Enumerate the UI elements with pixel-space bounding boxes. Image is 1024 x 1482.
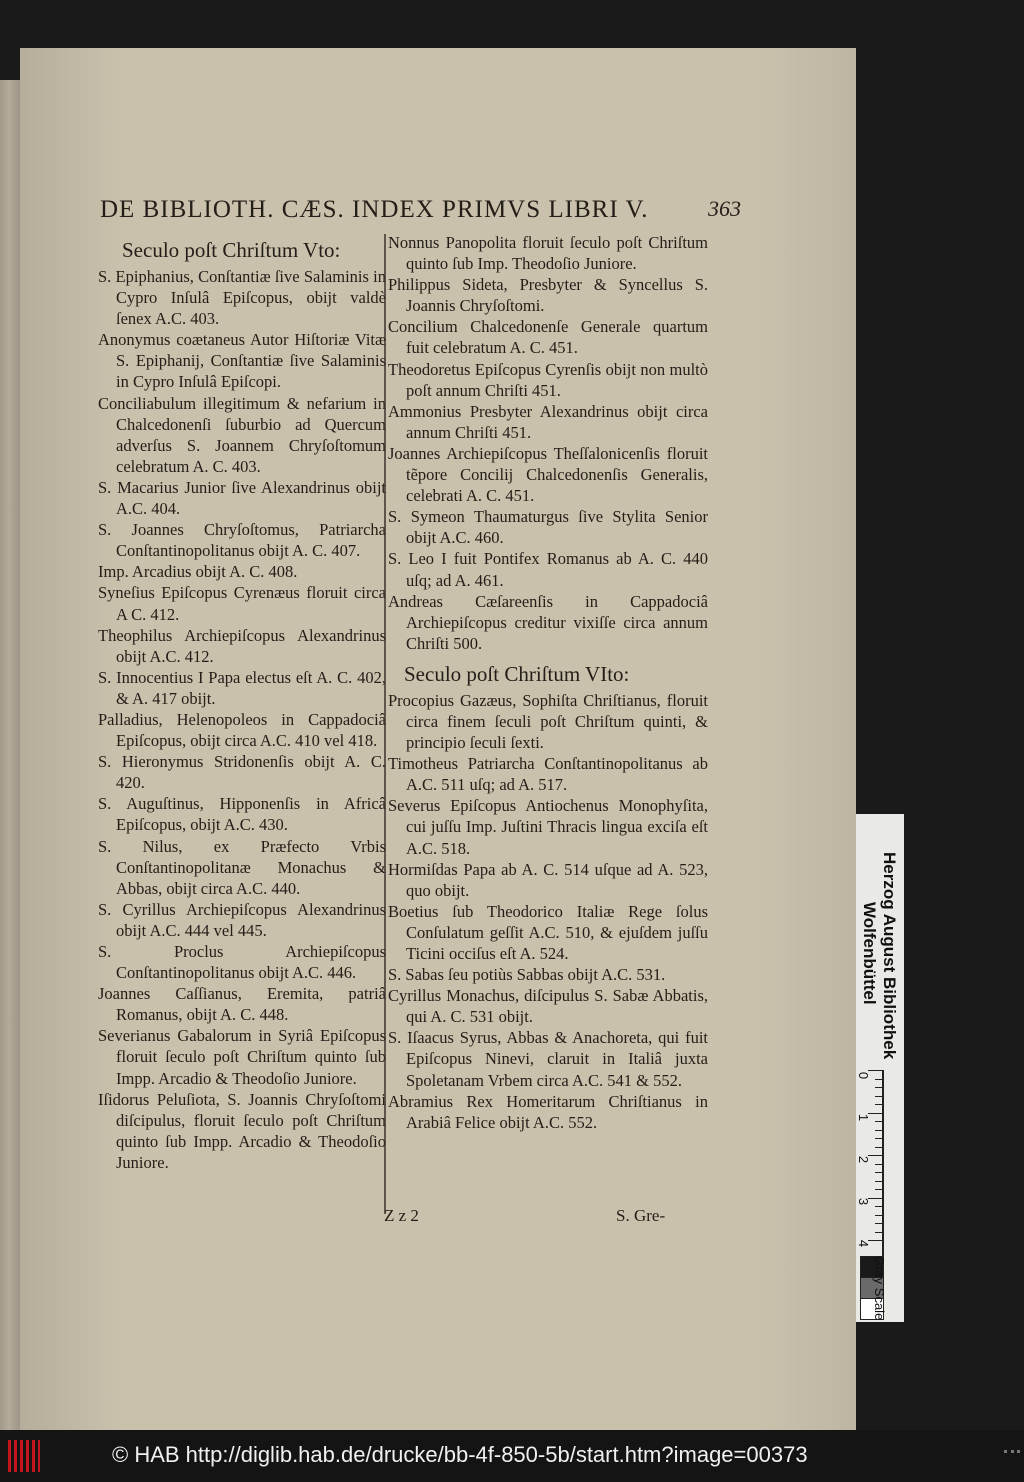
ruler-tick [875, 1189, 882, 1190]
index-entry: S. Sabas ſeu potiùs Sabbas obijt A.C. 531. [388, 965, 666, 985]
ruler-tick [875, 1104, 882, 1105]
ruler-tick [875, 1215, 882, 1216]
index-entry: S. Innocentius I Papa electus eſt A. C. 402, & A. 417 obijt. [98, 667, 386, 708]
ruler-label: 2 [856, 1155, 872, 1164]
index-entry: Imp. Arcadius obijt A. C. 408. [98, 562, 298, 582]
ruler-tick [875, 1096, 882, 1097]
section-heading: Seculo poſt Chriſtum Vto: [122, 238, 341, 262]
index-entry: S. Auguſtinus, Hipponenſis in Africâ Epiſcopus, obijt A.C. 430. [98, 794, 386, 835]
ruler-tick [875, 1206, 882, 1207]
left-column [98, 236, 386, 1173]
index-entry: Syneſius Epiſcopus Cyrenæus floruit circa A C. 412. [98, 583, 386, 624]
index-entry: Ammonius Presbyter Alexandrinus obijt circa annum Chriſti 451. [388, 401, 708, 442]
gray-scale-label: Gray Scale [872, 1256, 887, 1321]
ruler-tick [875, 1232, 882, 1233]
left-entry-list [98, 266, 386, 1173]
index-entry: S. Leo I fuit Pontifex Romanus ab A. C. 440 uſq; ad A. 461. [388, 549, 708, 590]
ruler-tick [875, 1172, 882, 1173]
index-entry: Iſidorus Peluſiota, S. Joannis Chryſoſtomi diſcipulus, floruit ſeculo poſt Chriſtum quinto ſub Impp. Arcadio & Theodoſio Juniore. [98, 1089, 386, 1172]
ruler-tick [875, 1079, 882, 1080]
signature-mark: Z z 2 [384, 1206, 419, 1225]
index-entry: Conciliabulum illegitimum & nefarium in Chalcedonenſi ſuburbio ad Quercum adverſus S. Joannem Chryſoſtomum celebratum A. C. 403. [98, 393, 386, 476]
running-head: DE BIBLIOTH. CÆS. INDEX PRIMVS LIBRI V. [100, 196, 649, 223]
index-entry: S. Joannes Chryſoſtomus, Patriarcha Conſtantinopolitanus obijt A. C. 407. [98, 520, 386, 561]
index-entry: Nonnus Panopolita floruit ſeculo poſt Chriſtum quinto ſub Imp. Theodoſio Juniore. [388, 233, 708, 274]
scale-ruler [856, 1070, 884, 1260]
index-entry: S. Proclus Archiepiſcopus Conſtantinopolitanus obijt A.C. 446. [98, 942, 386, 983]
index-entry: Abramius Rex Homeritarum Chriſtianus in Arabiâ Felice obijt A.C. 552. [388, 1091, 708, 1132]
index-entry: Theophilus Archiepiſcopus Alexandrinus obijt A.C. 412. [98, 625, 386, 666]
index-entry: Concilium Chalcedonenſe Generale quartum fuit celebratum A. C. 451. [388, 317, 708, 358]
index-entry: S. Macarius Junior ſive Alexandrinus obijt A.C. 404. [98, 477, 386, 519]
index-entry: Theodoretus Epiſcopus Cyrenſis obijt non multò poſt annum Chriſti 451. [388, 359, 708, 400]
index-entry: Philippus Sideta, Presbyter & Syncellus S. Joannis Chryſoſtomi. [388, 275, 708, 316]
index-entry: Anonymus coætaneus Autor Hiſtoriæ Vitæ S. Epiphanij, Conſtantiæ ſive Salaminis in Cypro Inſulâ Epiſcopi. [98, 330, 386, 392]
index-entry: Joannes Caſſianus, Eremita, patriâ Romanus, obijt A. C. 448. [98, 984, 386, 1025]
index-entry: Timotheus Patriarcha Conſtantinopolitanus ab A.C. 511 uſq; ad A. 517. [388, 754, 708, 795]
page-number: 363 [708, 196, 741, 221]
ruler-tick [875, 1121, 882, 1122]
index-entry: S. Iſaacus Syrus, Abbas & Anachoreta, qui fuit Epiſcopus Ninevi, claruit in Italiâ juxta Spoletanam Vrbem circa A.C. 541 & 552. [388, 1028, 708, 1090]
index-entry: Severianus Gabalorum in Syriâ Epiſcopus floruit ſeculo poſt Chriſtum quinto ſub Impp. Arcadio & Theodoſio Juniore. [98, 1026, 386, 1088]
hab-logo-icon [8, 1440, 40, 1472]
ruler-label: 0 [856, 1071, 872, 1080]
corner-dots-icon [1004, 1450, 1020, 1457]
section-heading-2: Seculo poſt Chriſtum VIto: [404, 661, 630, 686]
index-entry: Joannes Archiepiſcopus Theſſalonicenſis floruit tẽpore Concilij Chalcedonenſis Generalis, celebrati A. C. 451. [388, 443, 708, 506]
library-label [859, 852, 901, 1072]
right-entry-list [388, 232, 708, 654]
index-entry: S. Cyrillus Archiepiſcopus Alexandrinus obijt A.C. 444 vel 445. [98, 899, 386, 940]
index-entry: Hormiſdas Papa ab A. C. 514 uſque ad A. 523, quo obijt. [388, 859, 708, 900]
ruler-label: 4 [856, 1239, 872, 1248]
copyright-link[interactable]: © HAB http://diglib.hab.de/drucke/bb-4f-850-5b/start.htm?image=00373 [112, 1442, 808, 1467]
right-entry-list-2 [388, 690, 708, 1133]
ruler-tick [875, 1130, 882, 1131]
column-divider [384, 234, 386, 1214]
index-entry: S. Nilus, ex Præfecto Vrbis Conſtantinopolitanæ Monachus & Abbas, obijt circa A.C. 440. [98, 836, 386, 898]
right-column [388, 232, 708, 1133]
index-entry: Boetius ſub Theodorico Italiæ Rege ſolus Conſulatum geſſit A.C. 510, & ejuſdem juſſu Ticini occiſus eſt A. 524. [388, 901, 708, 963]
ruler-tick [875, 1223, 882, 1224]
index-entry: S. Epiphanius, Conſtantiæ ſive Salaminis in Cypro Inſulâ Epiſcopus, obijt valdè ſenex A.C. 403. [98, 267, 386, 329]
index-entry: Procopius Gazæus, Sophiſta Chriſtianus, floruit circa finem ſeculi poſt Chriſtum quinti, & principio ſeculi ſexti. [388, 690, 708, 753]
index-entry: Palladius, Helenopoleos in Cappadociâ Epiſcopus, obijt circa A.C. 410 vel 418. [98, 709, 386, 751]
ruler-tick [875, 1147, 882, 1148]
catchword: S. Gre- [616, 1206, 666, 1225]
ruler-label: 3 [856, 1197, 872, 1206]
ruler-tick [875, 1181, 882, 1182]
ruler-tick [875, 1087, 882, 1088]
ruler-tick [875, 1138, 882, 1139]
index-entry: Cyrillus Monachus, diſcipulus S. Sabæ Abbatis, qui A. C. 531 obijt. [388, 986, 708, 1027]
index-entry: S. Hieronymus Stridonenſis obijt A. C. 420. [98, 752, 386, 793]
ruler-tick [868, 1070, 882, 1071]
library-city: Wolfenbüttel [860, 902, 879, 1005]
library-name: Herzog August Bibliothek [880, 852, 899, 1060]
index-entry: Andreas Cæſareenſis in Cappadociâ Archiepiſcopus creditur vixiſſe circa annum Chriſti 500. [388, 591, 708, 653]
ruler-label: 1 [856, 1113, 872, 1122]
index-entry: S. Symeon Thaumaturgus ſive Stylita Senior obijt A.C. 460. [388, 507, 708, 548]
index-entry: Severus Epiſcopus Antiochenus Monophyſita, cui juſſu Imp. Juſtini Thracis lingua exciſa eſt A.C. 518. [388, 796, 708, 858]
ruler-tick [875, 1164, 882, 1165]
